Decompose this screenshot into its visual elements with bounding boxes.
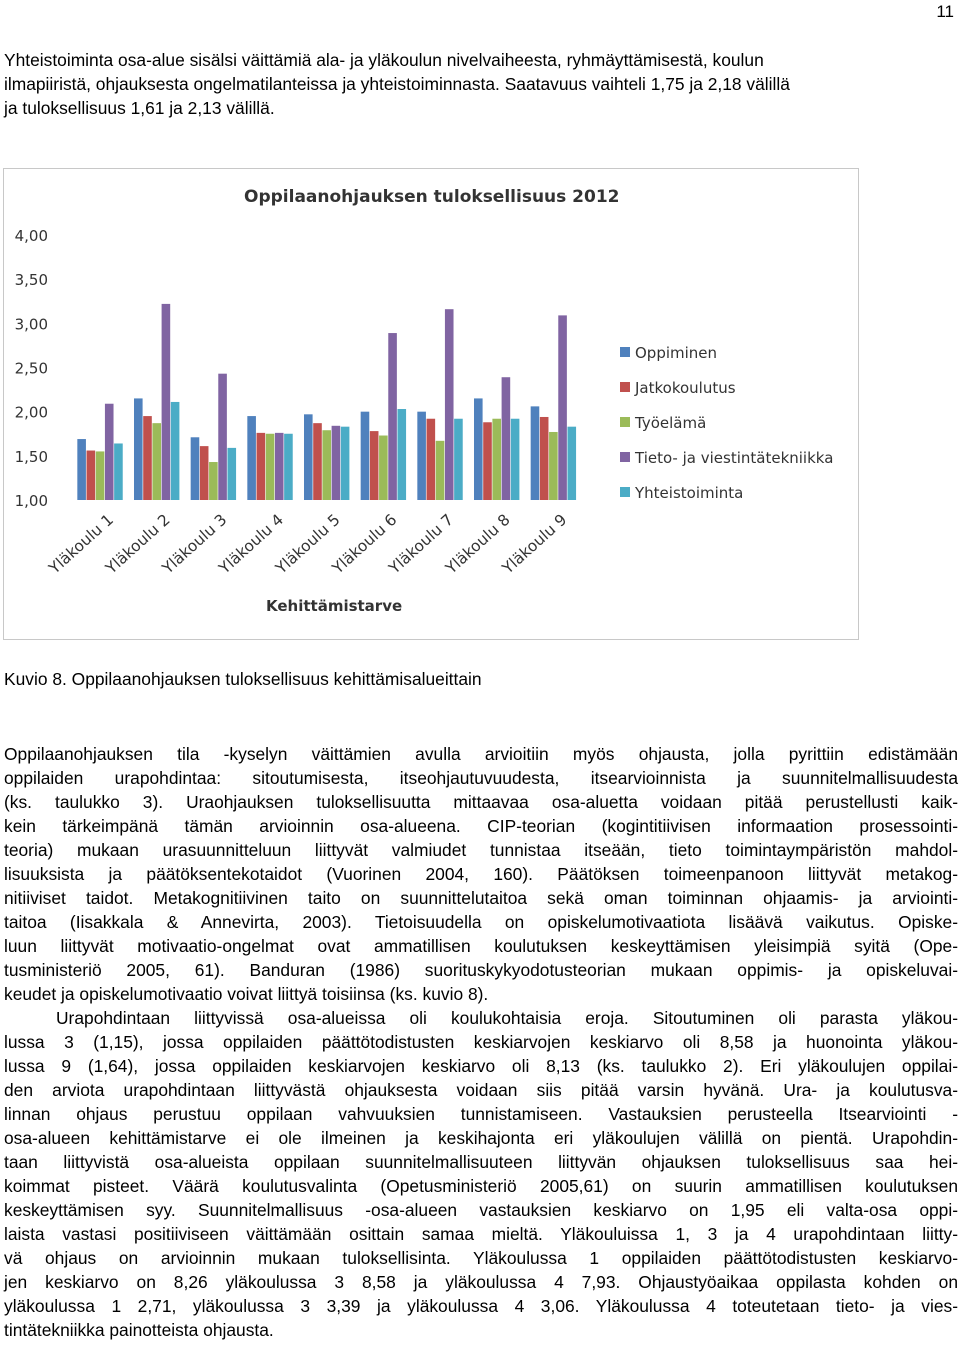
body-line: tintätekniikka painotteista ohjausta.	[4, 1320, 274, 1340]
legend-swatch	[620, 487, 630, 497]
body-line: lussa 3 (1,15), jossa oppilaiden päättötodistusten keskiarvojen keskiarvo oli 8,58 ja huonointa yläkou-	[4, 1032, 958, 1052]
legend-label: Jatkokoulutus	[635, 379, 736, 397]
bar	[218, 374, 227, 500]
bar	[87, 451, 96, 500]
bar	[247, 416, 256, 500]
bar	[567, 427, 576, 500]
x-tick-label: Yläkoulu 1	[45, 510, 118, 578]
intro-line: Yhteistoiminta osa-alue sisälsi väittämiä ala- ja yläkoulun nivelvaiheesta, ryhmäyttämisestä, koulun	[4, 50, 764, 70]
body-line: taitoa (Iisakkala & Annevirta, 2003). Tietoisuudella on opiskelumotivaatiota lisäävä vaikutus. Opiske-	[4, 912, 958, 932]
y-tick-label: 1,50	[14, 447, 48, 466]
bar	[257, 433, 266, 500]
bar	[152, 423, 161, 500]
y-tick-label: 4,00	[14, 227, 48, 245]
intro-paragraph	[4, 48, 958, 120]
bar	[388, 333, 397, 500]
x-tick-label: Yläkoulu 5	[272, 510, 344, 578]
bar	[227, 448, 236, 500]
body-line: koimmat pisteet. Väärä koulutusvalinta (Opetusministeriö 2005,61) on suurin ammatillisen koulutuksen	[4, 1176, 958, 1196]
bar	[332, 426, 341, 500]
bar	[502, 377, 511, 500]
bar	[171, 402, 180, 500]
bar	[77, 439, 86, 500]
legend-label: Työelämä	[635, 414, 707, 432]
chart-figure	[3, 168, 859, 640]
bar	[275, 433, 284, 500]
bar	[492, 419, 501, 500]
bar	[558, 315, 567, 500]
bar	[304, 414, 313, 500]
body-line: vä ohjaus on arvioinnin mukaan tuloksellisinta. Yläkoulussa 1 oppilaiden päättötodistusten keskiarvo-	[4, 1248, 958, 1268]
x-tick-label: Yläkoulu 2	[102, 510, 174, 578]
body-line: keskeyttämisen syy. Suunnitelmallisuus -osa-alueen vastauksien keskiarvo on 1,95 eli valta-osa oppi-	[4, 1200, 958, 1220]
bar	[322, 430, 331, 500]
intro-line: ja tuloksellisuus 1,61 ja 2,13 välillä.	[4, 98, 275, 118]
bar	[162, 304, 171, 500]
x-tick-label: Yläkoulu 3	[158, 510, 231, 578]
body-line: kein tärkeimpänä tämän arvioinnin osa-alueena. CIP-teorian (kogintitiivisen informaation prosessointi-	[4, 816, 958, 836]
y-tick-label: 1,00	[14, 492, 48, 510]
body-line: laista vastasi positiiviseen väittämään osittain samaa mieltä. Yläkouluissa 1, 3 ja 4 urapohdintaan liitty-	[4, 1224, 958, 1244]
legend-swatch	[620, 417, 630, 427]
bar	[483, 422, 492, 500]
bar	[200, 446, 209, 500]
bar	[427, 419, 436, 500]
bar	[511, 419, 520, 500]
x-tick-label: Yläkoulu 6	[328, 510, 401, 578]
bar	[454, 419, 463, 500]
legend-label: Tieto- ja viestintätekniikka	[635, 449, 834, 467]
bar	[549, 432, 558, 500]
legend-label: Oppiminen	[635, 344, 718, 362]
body-line: tusministeriö 2005, 61). Banduran (1986) suorituskykyodotusteorian mukaan oppimis- ja opiskeluvai-	[4, 960, 958, 980]
bar	[379, 436, 388, 500]
bar	[445, 309, 454, 500]
intro-line: ilmapiiristä, ohjauksesta ongelmatilanteissa ja yhteistoiminnasta. Saatavuus vaihteli 1,75 ja 2,18 välillä	[4, 74, 790, 94]
legend-swatch	[620, 347, 630, 357]
y-tick-label: 2,50	[14, 359, 48, 378]
bar	[114, 443, 123, 500]
bar	[370, 431, 379, 500]
y-tick-label: 3,00	[14, 315, 48, 334]
body-line: teoria) mukaan urasuunnitteluun liittyvät valmiudet tunnistaa itseään, tieto toimintaympäristön mahdol-	[4, 840, 958, 860]
body-line: keudet ja opiskelumotivaatio voivat liittyä toisiinsa (ks. kuvio 8).	[4, 984, 489, 1004]
bar	[313, 423, 322, 500]
x-tick-label: Yläkoulu 8	[442, 510, 514, 578]
bar	[341, 427, 350, 500]
body-paragraph	[4, 742, 958, 1342]
bar-chart	[4, 169, 858, 639]
body-line: (ks. taulukko 3). Uraohjauksen tuloksellisuutta mittaavaa osa-aluetta voidaan pitää perustellusti kaik-	[4, 792, 958, 812]
bar	[209, 462, 218, 500]
bar	[531, 406, 540, 500]
legend-swatch	[620, 452, 630, 462]
y-tick-label: 2,00	[14, 403, 48, 422]
bar	[284, 434, 293, 500]
bar	[474, 398, 483, 500]
bar	[417, 412, 426, 500]
body-line: taan liittyvistä osa-alueista oppilaan suunnitelmallisuuteen liittyvän ohjauksen tuloksellisuus saa hei-	[4, 1152, 958, 1172]
body-line: Oppilaanohjauksen tila -kyselyn väittämien avulla arvioitiin myös ohjausta, jolla pyrittiin edistämään	[4, 744, 958, 764]
bar	[397, 409, 406, 500]
bar	[105, 404, 114, 500]
bar	[361, 412, 370, 500]
bar	[96, 451, 105, 500]
bar	[134, 398, 143, 500]
y-tick-label: 3,50	[14, 271, 48, 290]
body-line: Urapohdintaan liittyvissä osa-alueissa oli koulukohtaisia eroja. Sitoutuminen oli parasta yläkou-	[56, 1008, 958, 1028]
body-line: lisuuksista ja päätöksentekotaidot (Vuorinen 2004, 160). Päätöksen toimeenpanoon liittyvät metakog-	[4, 864, 958, 884]
x-tick-label: Yläkoulu 4	[215, 510, 288, 578]
chart-title: Oppilaanohjauksen tuloksellisuus 2012	[244, 187, 620, 207]
x-axis-label: Kehittämistarve	[266, 597, 403, 615]
body-line: den arviota urapohdintaan liittyvästä ohjauksesta voidaan siis pitää varsin hyvänä. Ura- ja koulutusva-	[4, 1080, 958, 1100]
body-line: yläkoulussa 1 2,71, yläkoulussa 3 3,39 ja yläkoulussa 4 3,06. Yläkoulussa 4 toteutetaan tieto- ja vies-	[4, 1296, 958, 1316]
bar	[266, 434, 275, 500]
body-line: oppilaiden urapohdintaa: sitoutumisesta, itseohjautuvuudesta, itsearvioinnista ja suunnitelmallisuudesta	[4, 768, 958, 788]
legend-swatch	[620, 382, 630, 392]
x-tick-label: Yläkoulu 7	[385, 510, 458, 578]
body-line: luun liittyvät motivaatio-ongelmat ovat ammatillisen koulutuksen keskeyttämisen yleisimpiä syitä (Ope-	[4, 936, 958, 956]
bar	[540, 417, 549, 500]
body-line: nitiiviset taidot. Metakognitiivinen taito on suunnittelutaitoa sekä oman toiminnan ohjaamis- ja arviointi-	[4, 888, 958, 908]
page-number: 11	[936, 2, 954, 21]
legend-label: Yhteistoiminta	[635, 484, 744, 502]
body-line: osa-alueen kehittämistarve ei ole ilmeinen ja keskihajonta eri yläkoulujen välillä on pientä. Urapohdin-	[4, 1128, 958, 1148]
x-tick-label: Yläkoulu 9	[498, 510, 571, 578]
figure-caption: Kuvio 8. Oppilaanohjauksen tuloksellisuus kehittämisalueittain	[4, 669, 482, 689]
bar	[191, 437, 200, 500]
bar	[436, 441, 445, 500]
bar	[143, 416, 152, 500]
body-line: lussa 9 (1,64), jossa oppilaiden keskiarvojen keskiarvo oli 8,13 (ks. taulukko 2). Eri yläkoulujen oppilai-	[4, 1056, 958, 1076]
body-line: jen keskiarvo on 8,26 yläkoulussa 3 8,58 ja yläkoulussa 4 7,93. Ohjaustyöaikaa oppilasta kohden on	[4, 1272, 958, 1292]
body-line: linnan ohjaus perustuu oppilaan vahvuuksien tunnistamiseen. Vastauksien perusteella Itsearviointi -	[4, 1104, 958, 1124]
